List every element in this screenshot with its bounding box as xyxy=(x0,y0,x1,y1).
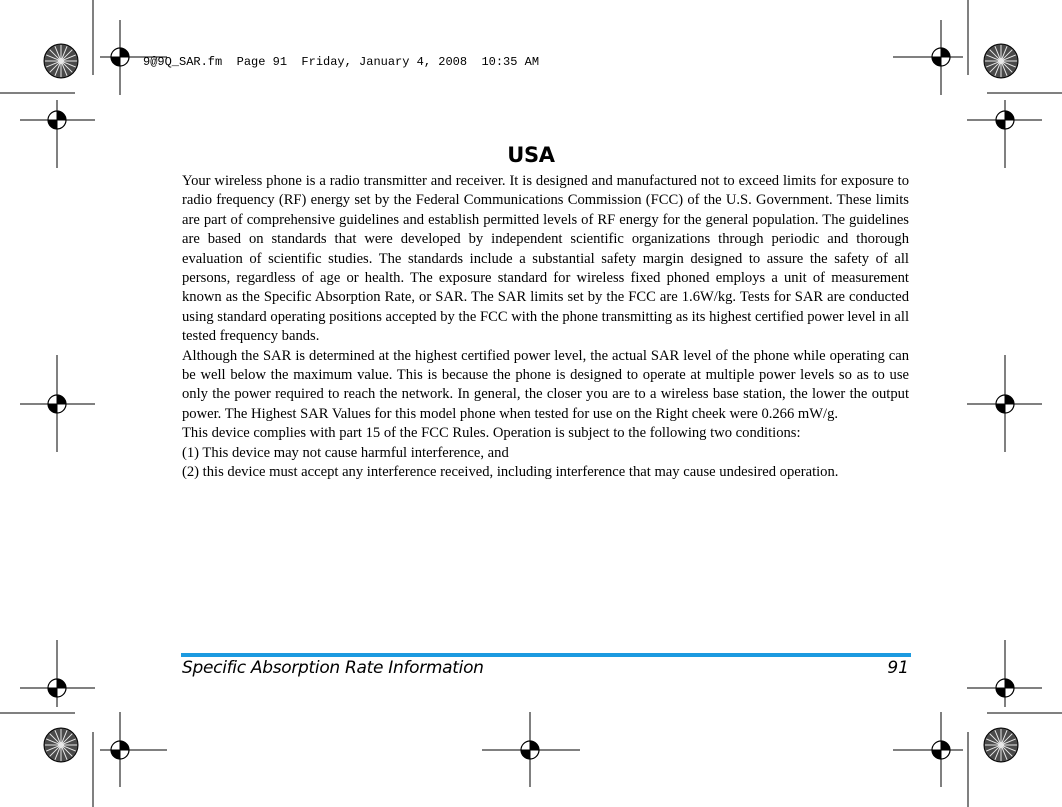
paragraph-condition-2: (2) this device must accept any interference received, including interference that may cause undesired operation. xyxy=(182,464,839,481)
file-info-header: 9@9Q_SAR.fm Page 91 Friday, January 4, 2008 10:35 AM xyxy=(143,55,540,69)
footer-rule xyxy=(181,653,911,657)
paragraph-rf-exposure: Your wireless phone is a radio transmitter and receiver. It is designed and manufactured not to exceed limits for exposure to radio frequency (RF) energy set by the Federal Communications Commission (FCC) of the U.S. Government. These limits are part of comprehensive guidelines and establish permitted levels of RF energy for the general population. The guidelines are based on standards that were developed by independent scientific organizations through periodic and thorough evaluation of scientific studies. The standards include a substantial safety margin designed to assure the safety of all persons, regardless of age or health. The exposure standard for wireless fixed phoned employs a unit of measurement known as the Specific Absorption Rate, or SAR. The SAR limits set by the FCC are 1.6W/kg. Tests for SAR are conducted using standard operating positions accepted by the FCC with the phone transmitting as its highest certified power level in all tested frequency bands. xyxy=(182,173,909,345)
paragraph-fcc-compliance: This device complies with part 15 of the FCC Rules. Operation is subject to the following two conditions: xyxy=(182,425,801,442)
section-title: USA xyxy=(507,143,555,167)
paragraph-sar-level: Although the SAR is determined at the highest certified power level, the actual SAR level of the phone while operating can be well below the maximum value. This is because the phone is designed to operate at multiple power levels so as to use only the power required to reach the network. In general, the closer you are to a wireless base station, the lower the output power. The Highest SAR Values for this model phone when tested for use on the Right cheek were 0.266 mW/g. xyxy=(182,347,909,422)
footer-title: Specific Absorption Rate Information xyxy=(182,658,484,678)
paragraph-condition-1: (1) This device may not cause harmful interference, and xyxy=(182,444,509,461)
body-text xyxy=(182,172,909,483)
page-number: 91 xyxy=(887,658,909,678)
